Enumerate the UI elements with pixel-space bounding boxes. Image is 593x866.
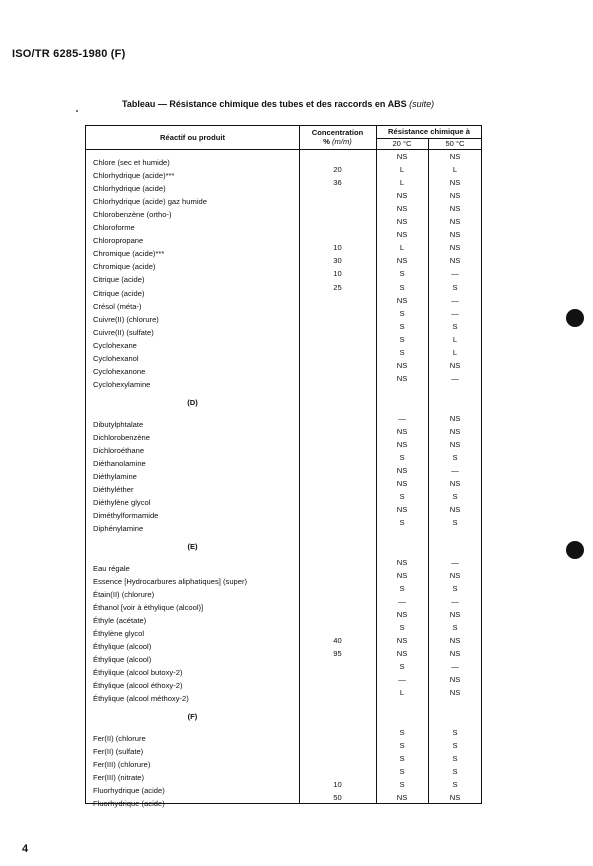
- row-resistance-20c: —: [398, 413, 406, 423]
- row-resistance-50c: NS: [449, 243, 461, 253]
- row-resistance-50c: NS: [449, 191, 461, 201]
- row-resistance-50c: S: [452, 583, 458, 593]
- row-resistance-50c: NS: [449, 360, 461, 370]
- row-concentration: 10: [333, 779, 342, 789]
- section-heading: (F): [187, 712, 198, 722]
- margin-bullet: [566, 541, 584, 559]
- row-resistance-50c: L: [452, 347, 458, 357]
- unit-prefix: %: [323, 137, 333, 146]
- row-name: Cuivre(II) (sulfate): [93, 327, 154, 337]
- row-resistance-50c: NS: [449, 152, 461, 161]
- row-resistance-20c: NS: [396, 152, 408, 161]
- row-name: Diéthanolamine: [93, 458, 146, 468]
- row-name: Diméthylformamide: [93, 510, 159, 520]
- row-resistance-20c: NS: [396, 360, 408, 370]
- row-name: Éthylique (alcool): [93, 641, 152, 651]
- row-name: Éthanol [voir à éthylique (alcool)]: [93, 602, 204, 612]
- row-resistance-20c: NS: [396, 792, 408, 802]
- row-name: Dichlorobenzène: [93, 432, 150, 442]
- row-name: Étain(II) (chlorure): [93, 589, 155, 599]
- row-name: Chlorhydrique (acide)***: [93, 171, 175, 181]
- row-name: Chromique (acide)***: [93, 249, 165, 259]
- row-name: Diéthylamine: [93, 471, 137, 481]
- row-resistance-50c: —: [451, 373, 459, 383]
- row-name: Citrique (acide): [93, 275, 145, 285]
- table-caption: [122, 99, 434, 109]
- row-name: Éthylique (alcool): [93, 654, 152, 664]
- row-name: Chloropropane: [93, 236, 144, 246]
- row-concentration: 95: [333, 648, 342, 658]
- row-resistance-50c: NS: [449, 635, 461, 645]
- row-resistance-20c: S: [399, 661, 405, 671]
- row-resistance-50c: S: [452, 517, 458, 527]
- row-concentration: 40: [333, 635, 342, 645]
- row-resistance-50c: NS: [449, 648, 461, 658]
- row-resistance-20c: NS: [396, 191, 408, 201]
- row-name: Fluorhydrique (acide): [93, 785, 165, 795]
- row-resistance-20c: S: [399, 583, 405, 593]
- row-resistance-50c: NS: [449, 504, 461, 514]
- table-row: [86, 792, 481, 810]
- row-resistance-20c: S: [399, 269, 405, 279]
- unit-mm: (m/m): [332, 137, 352, 146]
- caption-suffix: (suite): [409, 99, 435, 109]
- header-20c: 20 °C: [392, 139, 412, 148]
- row-resistance-20c: NS: [396, 478, 408, 488]
- row-name: Essence [Hydrocarbures aliphatiques] (super): [93, 576, 248, 586]
- row-resistance-20c: S: [399, 779, 405, 789]
- row-name: Éthylique (alcool butoxy-2): [93, 667, 183, 677]
- row-resistance-20c: S: [399, 622, 405, 632]
- row-resistance-20c: L: [399, 178, 405, 188]
- row-resistance-50c: S: [452, 753, 458, 763]
- row-resistance-20c: S: [399, 347, 405, 357]
- row-resistance-50c: NS: [449, 570, 461, 580]
- row-resistance-20c: NS: [396, 648, 408, 658]
- row-name: Éthylique (alcool éthoxy-2): [93, 681, 183, 690]
- row-name: Citrique (acide): [93, 288, 145, 298]
- row-resistance-20c: —: [398, 596, 406, 606]
- row-name: Chlorhydrique (acide) gaz humide: [93, 197, 207, 207]
- row-resistance-20c: NS: [396, 373, 408, 383]
- row-resistance-50c: S: [452, 727, 458, 737]
- row-resistance-50c: NS: [449, 675, 461, 684]
- row-resistance-20c: S: [399, 308, 405, 318]
- row-resistance-50c: NS: [449, 204, 461, 214]
- row-resistance-50c: NS: [449, 413, 461, 423]
- row-name: Chloroforme: [93, 223, 135, 233]
- document-id: ISO/TR 6285-1980 (F): [12, 48, 126, 60]
- stray-mark: [76, 110, 78, 112]
- row-resistance-50c: —: [451, 465, 459, 475]
- row-concentration: 10: [333, 243, 342, 253]
- section-heading-row: [86, 396, 481, 409]
- row-name: Dichloroéthane: [93, 445, 145, 455]
- row-name: Crésol (méta-): [93, 301, 142, 311]
- row-name: Fer(II) (chlorure: [93, 733, 146, 743]
- header-reactif: Réactif ou produit: [160, 133, 225, 142]
- row-name: Éthylène glycol: [93, 628, 145, 638]
- page-number: 4: [22, 843, 29, 855]
- row-resistance-50c: NS: [449, 609, 461, 619]
- row-resistance-20c: S: [399, 727, 405, 737]
- row-resistance-20c: S: [399, 753, 405, 763]
- row-resistance-50c: —: [451, 269, 459, 279]
- row-name: Fluorhydrique (acide): [93, 798, 165, 808]
- row-concentration: 50: [333, 792, 342, 802]
- row-name: Chlorobenzène (ortho-): [93, 210, 172, 220]
- row-resistance-50c: NS: [449, 439, 461, 449]
- row-resistance-20c: NS: [396, 204, 408, 214]
- row-name: Chlorhydrique (acide): [93, 184, 166, 194]
- row-resistance-50c: NS: [449, 688, 461, 698]
- row-concentration: 30: [333, 256, 342, 266]
- header-concentration: [299, 128, 376, 146]
- row-name: Fer(III) (nitrate): [93, 772, 145, 782]
- row-name: Fer(III) (chlorure): [93, 759, 151, 769]
- row-resistance-50c: —: [451, 308, 459, 318]
- row-resistance-20c: NS: [396, 426, 408, 436]
- row-resistance-50c: S: [452, 321, 458, 331]
- row-resistance-20c: NS: [396, 609, 408, 619]
- row-resistance-50c: L: [452, 165, 458, 175]
- row-resistance-50c: NS: [449, 230, 461, 240]
- row-name: Diphénylamine: [93, 523, 144, 533]
- row-resistance-20c: S: [399, 740, 405, 750]
- row-resistance-20c: NS: [396, 465, 408, 475]
- row-resistance-50c: —: [451, 557, 459, 567]
- row-resistance-50c: NS: [449, 217, 461, 227]
- resistance-table: [85, 125, 482, 808]
- row-concentration: 25: [333, 282, 342, 292]
- row-name: Cyclohexylamine: [93, 379, 151, 389]
- row-resistance-20c: L: [399, 243, 405, 253]
- row-name: Chlore (sec et humide): [93, 158, 170, 167]
- row-name: Cuivre(II) (chlorure): [93, 314, 159, 324]
- section-heading: (D): [187, 397, 198, 407]
- row-name: Diéthyléther: [93, 484, 134, 494]
- section-heading-row: [86, 540, 481, 553]
- row-resistance-50c: S: [452, 491, 458, 501]
- row-resistance-20c: NS: [396, 230, 408, 240]
- section-heading: (E): [187, 541, 198, 551]
- row-resistance-20c: NS: [396, 570, 408, 580]
- row-name: Éthyle (acétate): [93, 615, 147, 625]
- table-row: [86, 688, 481, 705]
- row-resistance-50c: NS: [449, 178, 461, 188]
- row-name: Diéthylène glycol: [93, 497, 151, 507]
- row-resistance-20c: NS: [396, 295, 408, 305]
- row-resistance-20c: S: [399, 452, 405, 462]
- row-name: Dibutylphtalate: [93, 419, 144, 429]
- row-resistance-50c: NS: [449, 256, 461, 266]
- row-resistance-50c: NS: [449, 792, 461, 802]
- row-name: Fer(II) (sulfate): [93, 746, 144, 756]
- row-name: Cyclohexanone: [93, 366, 146, 376]
- row-resistance-50c: S: [452, 282, 458, 292]
- row-concentration: 20: [333, 165, 342, 175]
- row-resistance-20c: NS: [396, 256, 408, 266]
- caption-text: Tableau — Résistance chimique des tubes et des raccords en ABS: [122, 99, 407, 109]
- row-name: Eau régale: [93, 563, 130, 573]
- row-resistance-50c: S: [452, 452, 458, 462]
- row-resistance-20c: S: [399, 321, 405, 331]
- row-resistance-50c: S: [452, 766, 458, 776]
- row-resistance-50c: —: [451, 596, 459, 606]
- row-resistance-20c: L: [399, 165, 405, 175]
- row-resistance-20c: —: [398, 675, 406, 684]
- row-resistance-20c: NS: [396, 439, 408, 449]
- row-resistance-20c: NS: [396, 635, 408, 645]
- row-resistance-20c: NS: [396, 217, 408, 227]
- row-name: Cyclohexanol: [93, 353, 139, 363]
- header-50c: 50 °C: [445, 139, 465, 148]
- row-concentration: 10: [333, 269, 342, 279]
- row-concentration: 36: [333, 178, 342, 188]
- row-resistance-20c: S: [399, 282, 405, 292]
- row-resistance-50c: —: [451, 295, 459, 305]
- row-resistance-20c: S: [399, 491, 405, 501]
- row-resistance-50c: —: [451, 661, 459, 671]
- row-resistance-50c: S: [452, 779, 458, 789]
- row-name: Chromique (acide): [93, 262, 156, 272]
- section-heading-row: [86, 710, 481, 723]
- row-resistance-20c: NS: [396, 504, 408, 514]
- row-resistance-20c: NS: [396, 557, 408, 567]
- row-name: Cyclohexane: [93, 340, 137, 350]
- row-resistance-20c: S: [399, 517, 405, 527]
- row-resistance-20c: S: [399, 334, 405, 344]
- row-name: Éthylique (alcool méthoxy-2): [93, 694, 189, 704]
- header-resistance: Résistance chimique à: [388, 127, 470, 136]
- table-row: [86, 517, 481, 535]
- header-concentration-unit: [299, 137, 376, 146]
- row-resistance-50c: NS: [449, 478, 461, 488]
- row-resistance-20c: L: [399, 688, 405, 698]
- row-resistance-20c: S: [399, 766, 405, 776]
- row-resistance-50c: NS: [449, 426, 461, 436]
- header-concentration-label: Concentration: [311, 128, 364, 137]
- row-resistance-50c: L: [452, 334, 458, 344]
- row-resistance-50c: S: [452, 740, 458, 750]
- row-resistance-50c: S: [452, 622, 458, 632]
- table-row: [86, 373, 481, 391]
- margin-bullet: [566, 309, 584, 327]
